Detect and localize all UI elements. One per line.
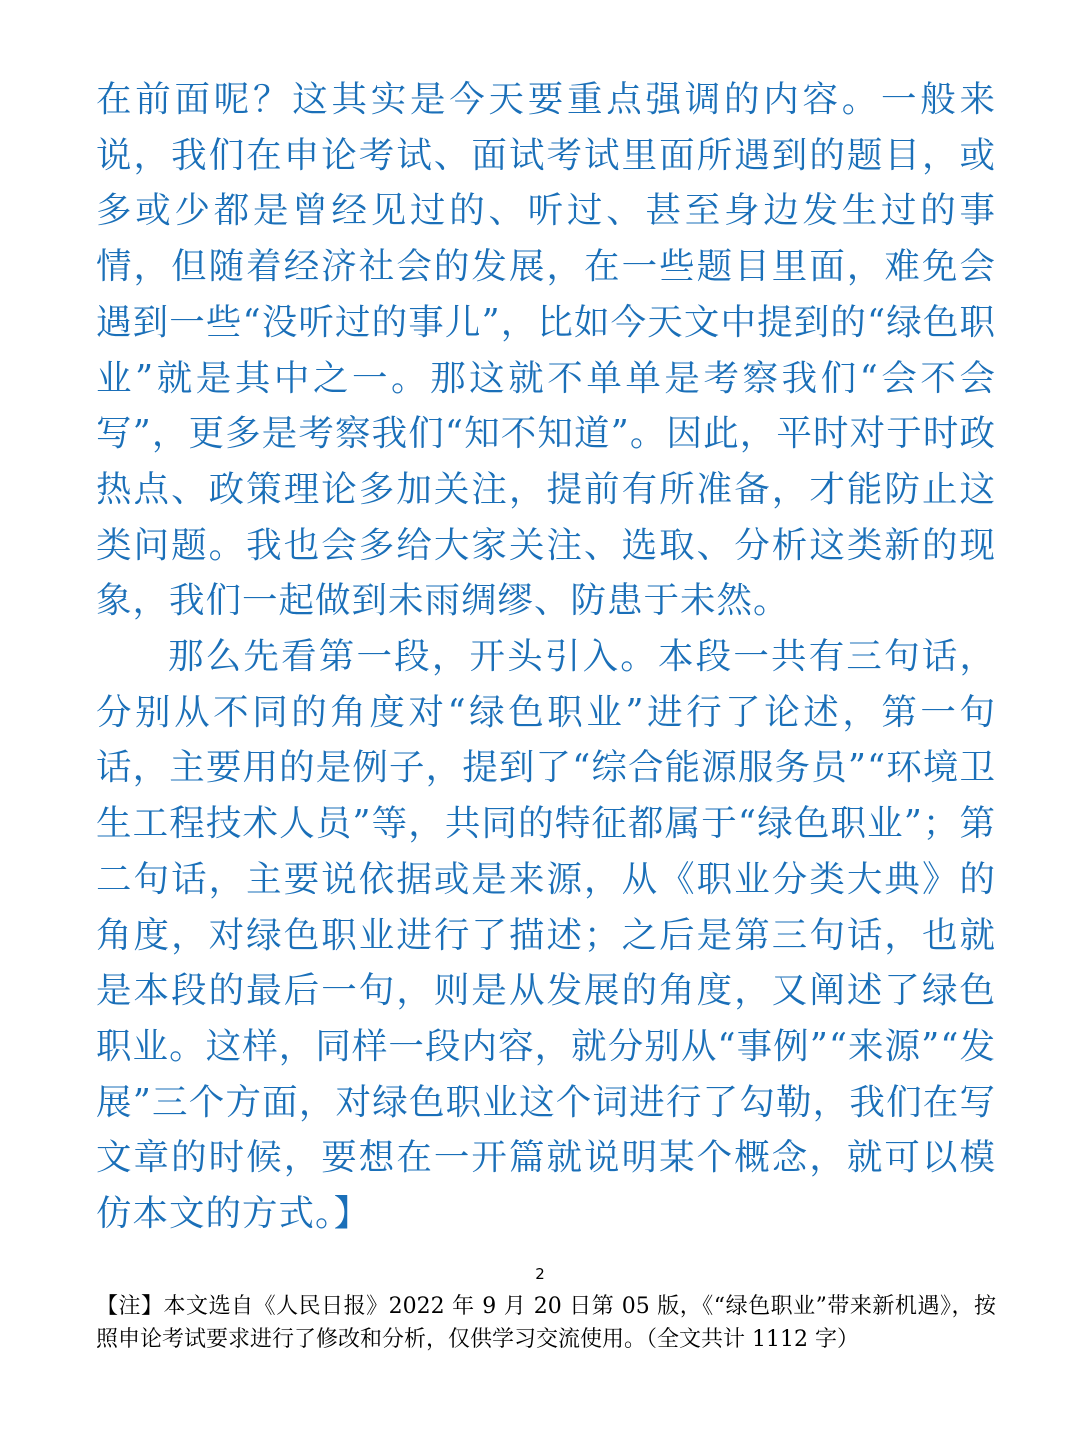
paragraph-continued: 在前面呢？这其实是今天要重点强调的内容。一般来说，我们在申论考试、面试考试里面所遇到的题目，或多或少都是曾经见过的、听过、甚至身边发生过的事情，但随着经济社会的发展，在一些题目里面，难免会遇到一些“没听过的事儿”，比如今天文中提到的“绿色职业”就是其中之一。那这就不单单是考察我们“会不会写”，更多是考察我们“知不知道”。因此，平时对于时政热点、政策理论多加关注，提前有所准备，才能防止这类问题。我也会多给大家关注、选取、分析这类新的现象，我们一起做到未雨绸缪、防患于未然。 [96,79,996,622]
body-text [96,72,996,1242]
page-number: 2 [535,1265,545,1283]
footnote: 【注】本文选自《人民日报》2022 年 9 月 20 日第 05 版，《“绿色职业”带来新机遇》，按照申论考试要求进行了修改和分析，仅供学习交流使用。（全文共计 1112 字） [96,1294,996,1352]
paragraph-analysis: 那么先看第一段，开头引入。本段一共有三句话，分别从不同的角度对“绿色职业”进行了论述，第一句话，主要用的是例子，提到了“综合能源服务员”“环境卫生工程技术人员”等，共同的特征都属于“绿色职业”；第二句话，主要说依据或是来源，从《职业分类大典》的角度，对绿色职业进行了描述；之后是第三句话，也就是本段的最后一句，则是从发展的角度，又阐述了绿色职业。这样，同样一段内容，就分别从“事例”“来源”“发展”三个方面，对绿色职业这个词进行了勾勒，我们在写文章的时候，要想在一开篇就说明某个概念，就可以模仿本文的方式。】 [96,636,996,1235]
